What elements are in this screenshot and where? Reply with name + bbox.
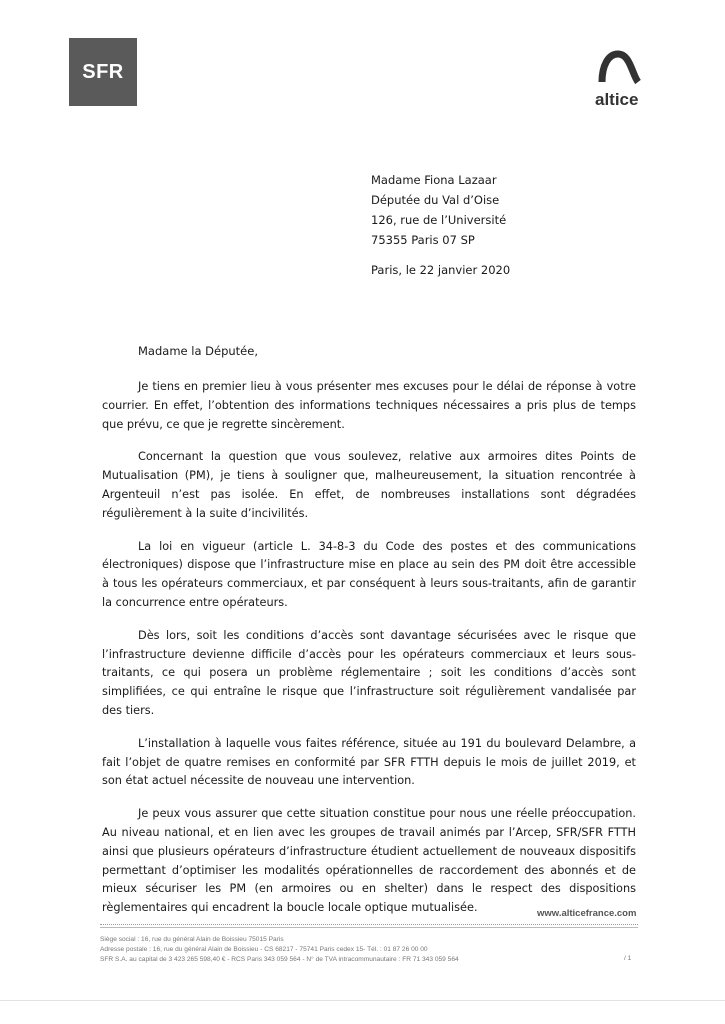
footer-divider [100,927,638,928]
altice-wordmark: altice [595,90,639,109]
website-link[interactable]: www.alticefrance.com [537,908,637,919]
letter-body [102,378,636,932]
paragraph: La loi en vigueur (article L. 34-8-3 du Code des postes et des communications électroniques) dispose que l’infrastructure mise en place au sein des PM doit être accessible à tous les opérateurs commerciaux, et par conséquent à leurs sous-traitants, afin de garantir la concurrence entre opérateurs. [102,539,636,609]
recipient-name: Madame Fiona Lazaar [371,173,497,187]
paragraph: Dès lors, soit les conditions d’accès sont davantage sécurisées avec le risque que l’infrastructure devienne difficile d’accès pour les opérateurs commerciaux et leurs sous-traitants, ce qui posera un problème réglementaire ; soit les conditions d’accès sont simplifiées, ce qui entraîne le risque que l’infrastructure soit régulièrement vandalisée par des tiers. [102,628,636,717]
paragraph: Je peux vous assurer que cette situation constitue pour nous une réelle préoccupation. Au niveau national, et en lien avec les groupes de travail animés par l’Arcep, SFR/SFR FTTH ainsi que plusieurs opérateurs d’infrastructure étudient actuellement de nouveaux dispositifs permettant d’optimiser les modalités opérationnelles de raccordement des abonnés et de mieux sécuriser les PM (en armoires ou en shelter) dans le respect des dispositions règlementaires qui encadrent la boucle locale optique mutualisée. [102,807,636,915]
page-edge-line [0,1000,725,1001]
recipient-street: 126, rue de l’Université [371,213,507,227]
altice-logo [590,48,660,118]
page-number: / 1 [624,955,632,962]
altice-symbol-icon [598,48,642,88]
footer-line: Adresse postale : 16, rue du général Alain de Boissieu - CS 68217 - 75741 Paris cedex 15- Tél. : 01 87 26 00 00 [100,946,428,953]
footer-line: Siège social : 16, rue du général Alain de Boissieu 75015 Paris [100,936,284,943]
letter-date: Paris, le 22 janvier 2020 [371,263,511,277]
footer-line: SFR S.A. au capital de 3 423 265 598,40 € - RCS Paris 343 059 564 - N° de TVA intracommunautaire : FR 71 343 059 564 [100,956,459,963]
salutation: Madame la Députée, [138,344,258,358]
footer-divider [100,924,638,925]
sfr-logo: SFR [69,38,137,106]
paragraph: L’installation à laquelle vous faites référence, située au 191 du boulevard Delambre, a fait l’objet de quatre remises en conformité par SFR FTTH depuis le mois de juillet 2019, et son état actuel nécessite de nouveau une intervention. [102,736,636,788]
recipient-address [371,170,506,250]
company-footer [100,935,459,965]
recipient-title: Députée du Val d’Oise [371,193,500,207]
paragraph: Je tiens en premier lieu à vous présenter mes excuses pour le délai de réponse à votre courrier. En effet, l’obtention des informations techniques nécessaires a pris plus de temps que prévu, ce que je regrette sincèrement. [102,380,636,431]
recipient-city: 75355 Paris 07 SP [371,233,475,247]
paragraph: Concernant la question que vous soulevez, relative aux armoires dites Points de Mutualisation (PM), je tiens à souligner que, malheureusement, la situation rencontrée à Argenteuil n’est pas isolée. En effet, de nombreuses installations sont dégradées régulièrement à la suite d’incivilités. [102,450,636,520]
